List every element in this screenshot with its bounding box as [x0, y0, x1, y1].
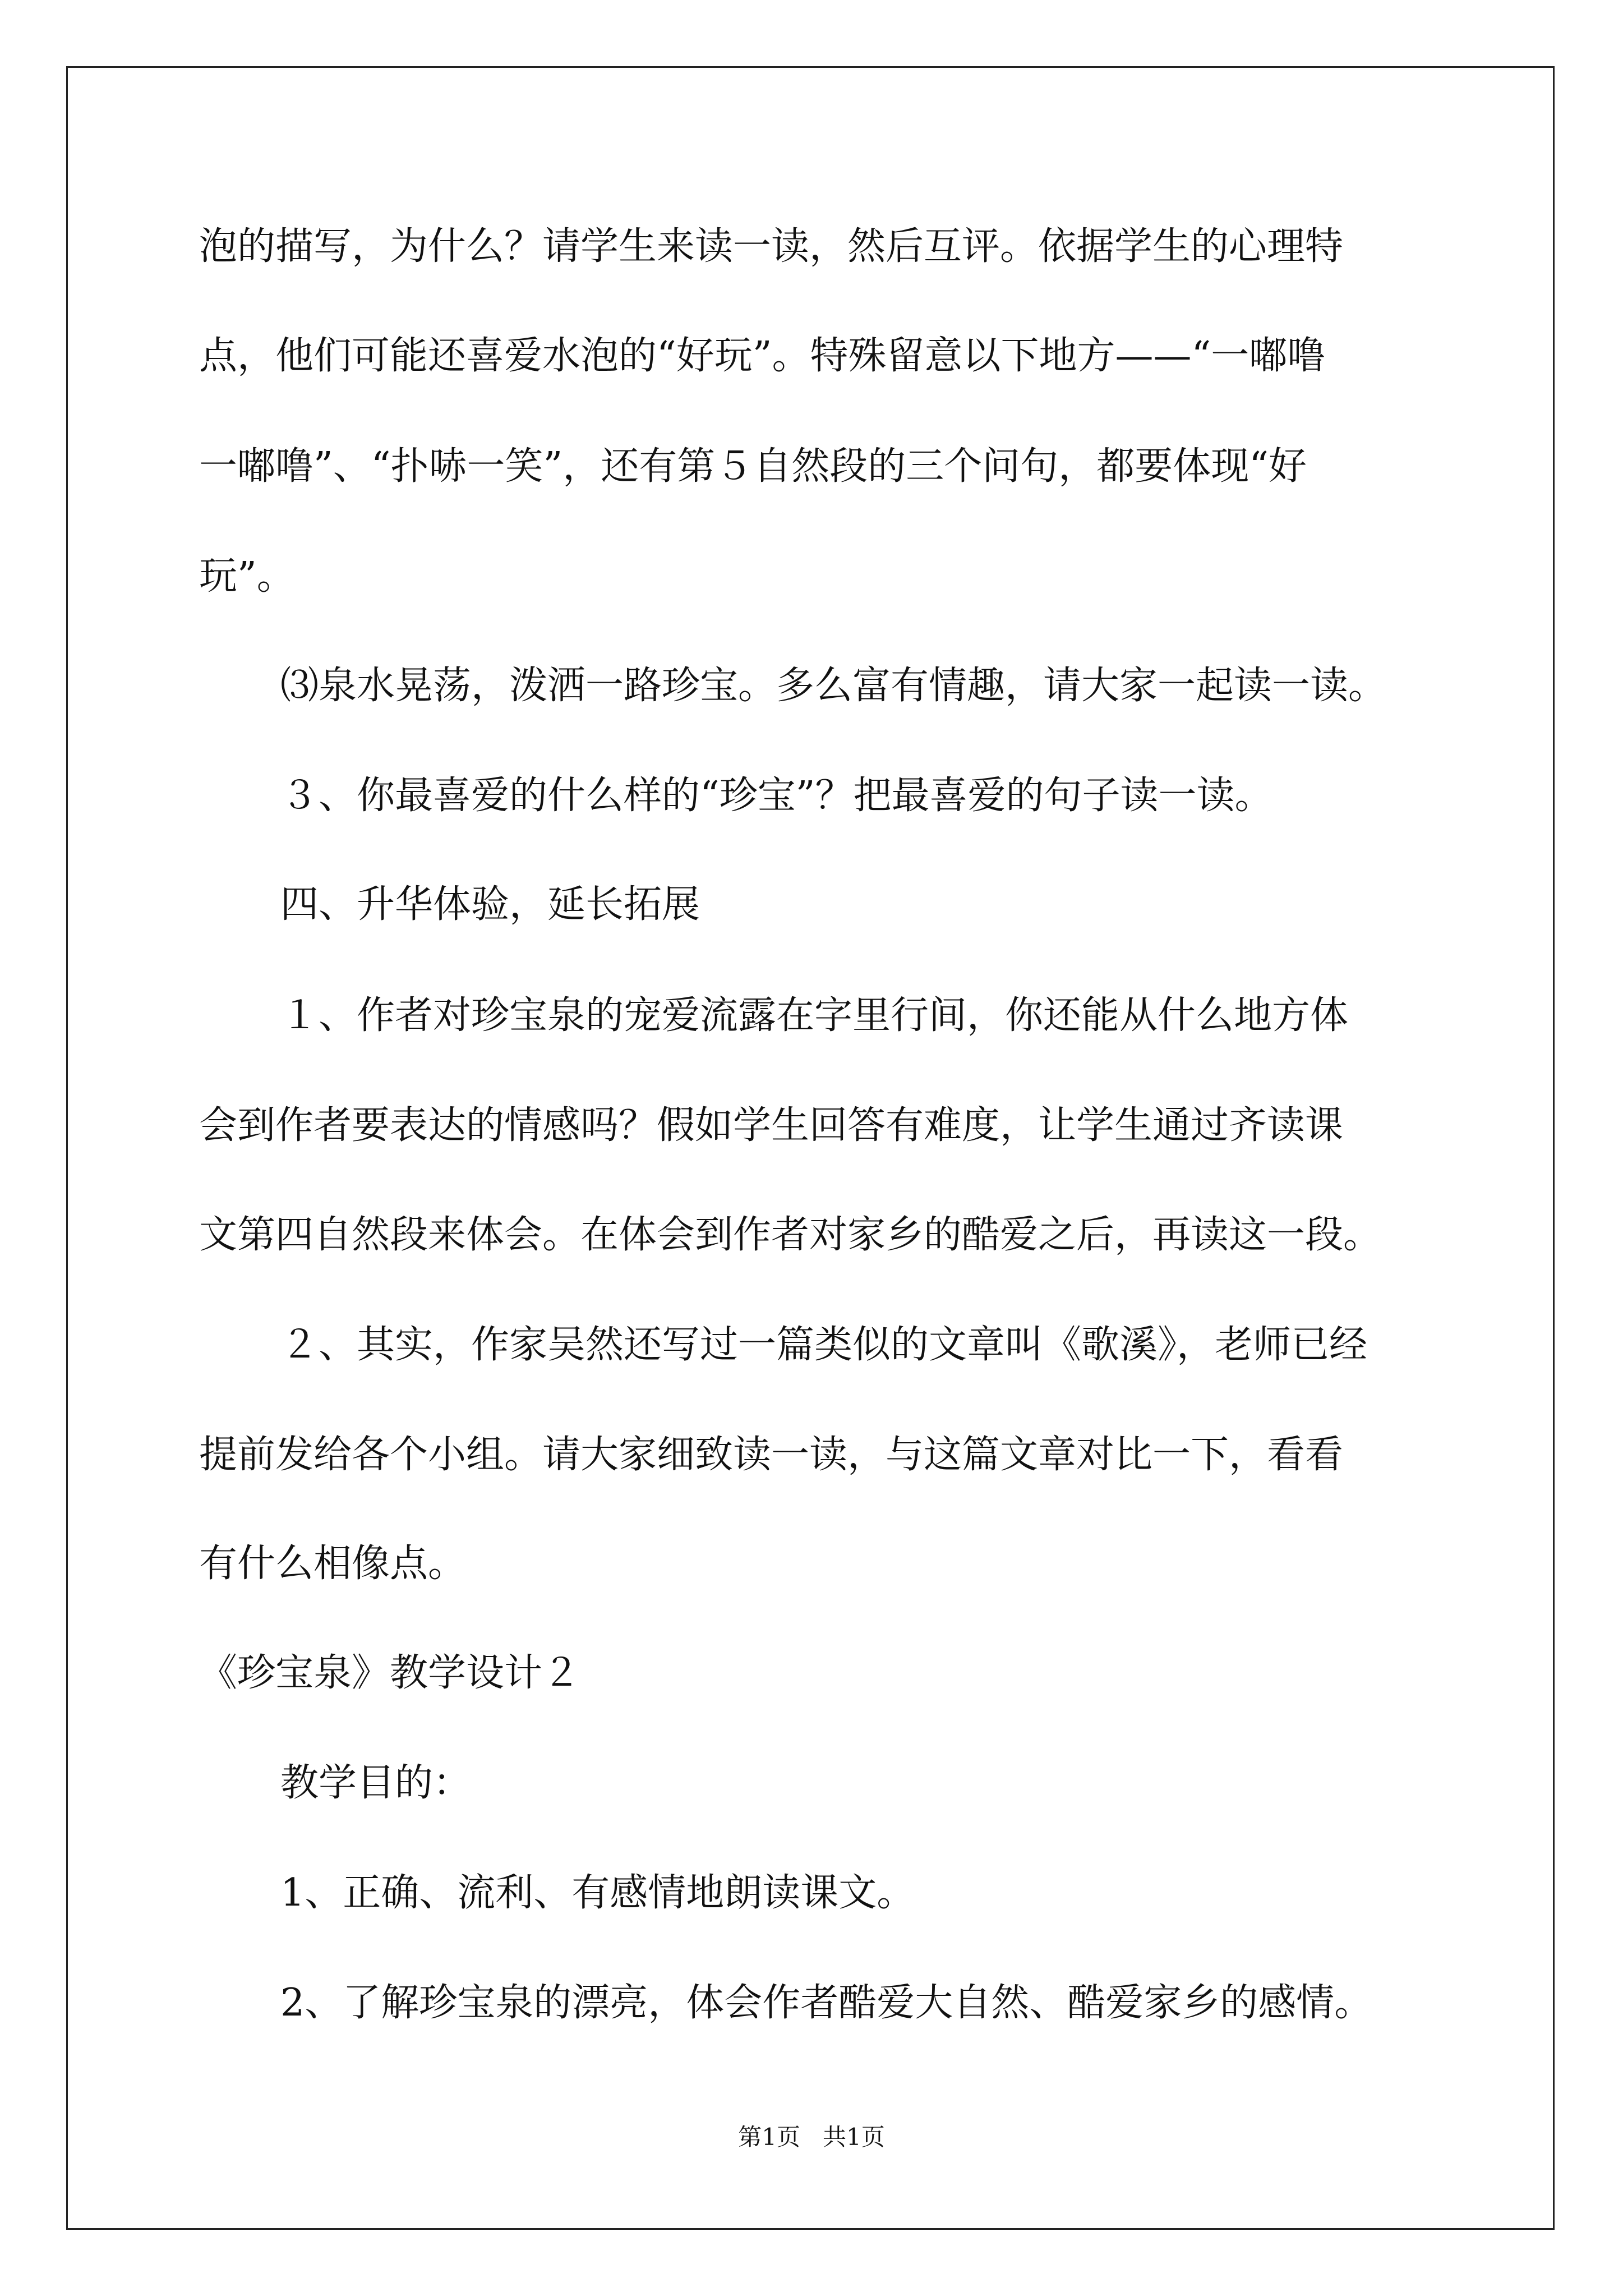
- paragraph-line-8: １、作者对珍宝泉的宠爱流露在字里行间，你还能从什么地方体: [280, 993, 1349, 1038]
- paragraph-line-2: 点，他们可能还喜爱水泡的“好玩”。特殊留意以下地方——“一嘟噜: [199, 334, 1326, 378]
- paragraph-line-3: 一嘟噜”、“扑哧一笑”，还有第５自然段的三个问句，都要体现“好: [199, 444, 1307, 489]
- paragraph-line-16: 1、正确、流利、有感情地朗读课文。: [280, 1871, 915, 1915]
- paragraph-line-4: 玩”。: [199, 554, 295, 599]
- paragraph-line-5: ⑶泉水晃荡，泼洒一路珍宝。多么富有情趣，请大家一起读一读。: [280, 664, 1387, 708]
- section-heading: 四、升华体验，延长拓展: [280, 882, 700, 927]
- paragraph-line-1: 泡的描写，为什么？请学生来读一读，然后互评。依据学生的心理特: [199, 224, 1344, 269]
- paragraph-line-11: ２、其实，作家吴然还写过一篇类似的文章叫《歌溪》，老师已经: [280, 1323, 1368, 1367]
- document-title: 《珍宝泉》教学设计２: [199, 1651, 581, 1695]
- paragraph-line-12: 提前发给各个小组。请大家细致读一读，与这篇文章对比一下，看看: [199, 1433, 1344, 1477]
- page-footer: 第1页 共1页: [738, 2123, 885, 2151]
- paragraph-line-6: ３、你最喜爱的什么样的“珍宝”？把最喜爱的句子读一读。: [280, 774, 1273, 818]
- paragraph-line-17: 2、了解珍宝泉的漂亮，体会作者酷爱大自然、酷爱家乡的感情。: [280, 1981, 1373, 2025]
- paragraph-line-13: 有什么相像点。: [199, 1542, 467, 1586]
- paragraph-line-9: 会到作者要表达的情感吗？假如学生回答有难度，让学生通过齐读课: [199, 1103, 1344, 1148]
- paragraph-line-10: 文第四自然段来体会。在体会到作者对家乡的酷爱之后，再读这一段。: [199, 1213, 1382, 1257]
- paragraph-line-15: 教学目的：: [280, 1761, 472, 1805]
